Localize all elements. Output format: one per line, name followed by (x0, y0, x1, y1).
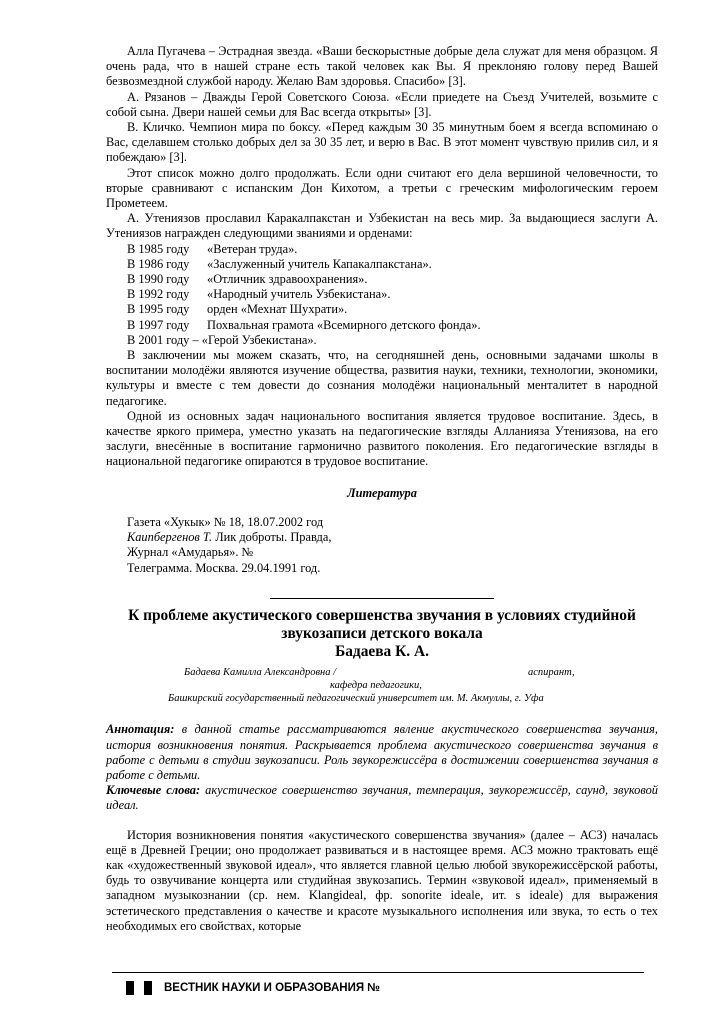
paragraph-klichko: В. Кличко. Чемпион мира по боксу. «Перед каждым 30 35 минутным боем я всегда вспоминаю о Вас, сделавшем столько добрых дел за 30 35 лет, и верю в Вас. В этот момент чувствую прилив сил, и я побеждаю» [3]. (106, 120, 658, 165)
reference-item (127, 530, 658, 545)
paragraph-conclusion: В заключении мы можем сказать, что, на сегодняшней день, основными задачами школы в воспитании молодёжи являются изучение общества, развития науки, техники, технологии, экономики, культуры и вместе с тем довести до сознания молодёжи национальный менталитет в народной педагогике. (106, 348, 658, 408)
section-divider (270, 598, 494, 600)
reference-item (127, 561, 658, 576)
award-item (127, 318, 658, 333)
reference-author: Каипбергенов Т. (127, 530, 213, 545)
abstract-label: Аннотация: (106, 722, 175, 737)
article-title (106, 607, 658, 661)
keywords-label: Ключевые слова: (106, 783, 201, 798)
page-content (106, 44, 658, 934)
affiliation-department: кафедра педагогики, (330, 680, 422, 692)
reference-text: Журнал «Амударья». № (127, 545, 254, 560)
paragraph-ryazanov: А. Рязанов – Дважды Герой Советского Союза. «Если приедете на Съезд Учителей, возьмите с собой сына. Двери нашей семьи для Вас всегда открыты» [3]. (106, 89, 658, 119)
keywords (106, 783, 658, 813)
award-year: В 1990 году (127, 272, 190, 287)
award-last: В 2001 году – «Герой Узбекистана». (127, 332, 317, 347)
author-affiliation (106, 666, 658, 706)
footer-block-mark (126, 981, 134, 995)
award-item (127, 242, 658, 257)
journal-name: ВЕСТНИК НАУКИ И ОБРАЗОВАНИЯ № (164, 982, 381, 994)
reference-text: Газета «Хукык» № 18, 18.07.2002 год (127, 514, 324, 529)
abstract (106, 722, 658, 783)
journal-footer (126, 980, 380, 996)
keywords-text: акустическое совершенство звучания, темперация, звукорежиссёр, саунд, звуковой идеал. (106, 783, 658, 813)
award-title: «Отличник здравоохранения». (207, 272, 368, 287)
reference-item (127, 515, 658, 530)
award-item (127, 272, 658, 287)
award-title: Похвальная грамота «Всемирного детского фонда». (207, 317, 481, 332)
award-title: «Заслуженный учитель Капакалпакстана». (207, 256, 432, 271)
awards-list (106, 242, 658, 348)
award-year: В 1995 году (127, 302, 190, 317)
award-item (127, 287, 658, 302)
affiliation-university: Башкирский государственный педагогический университет им. М. Акмуллы, г. Уфа (168, 693, 544, 705)
paragraph-list-continues: Этот список можно долго продолжать. Если одни считают его дела вершиной человечности, то вторые сравнивают с испанским Дон Кихотом, а третьи с греческим мифологическим героем Прометеем. (106, 165, 658, 211)
article-title-line-2: звукозаписи детского вокала (281, 625, 483, 643)
award-title: «Народный учитель Узбекистана». (207, 287, 391, 302)
footer-block-mark (144, 981, 152, 995)
award-year: В 1997 году (127, 317, 190, 332)
reference-item (127, 545, 658, 560)
award-year: В 1986 году (127, 256, 190, 271)
reference-text: Лик доброты. Правда, (212, 530, 332, 545)
paragraph-pugacheva: Алла Пугачева – Эстрадная звезда. «Ваши бескорыстные добрые дела служат для меня образцом. Я очень рада, что в нашей стране есть такой человек как Вы. Я преклоняю голову перед Вашей безвозмездной службой народу. Желаю Вам здоровья. Спасибо» [3]. (106, 44, 658, 89)
award-year: В 1985 году (127, 241, 190, 256)
article-title-line-1: К проблеме акустического совершенства звучания в условиях студийной (128, 607, 636, 625)
paragraph-awards-intro: А. Утениязов прославил Каракалпакстан и Узбекистан на весь мир. За выдающиеся заслуги А. Утениязов награжден следующими званиями и орденами: (106, 211, 658, 241)
affiliation-role: аспирант, (528, 667, 575, 679)
reference-text: Телеграмма. Москва. 29.04.1991 год. (127, 560, 321, 575)
article-author: Бадаева К. А. (335, 643, 429, 661)
award-year: В 1992 году (127, 287, 190, 302)
article-body-paragraph: История возникновения понятия «акустического совершенства звучания» (далее – АСЗ) началась ещё в Древней Греции; оно продолжает развиваться и в настоящее время. АСЗ можно трактовать ещё как «художественный звуковой идеал», что является главной целью любой звукорежиссёрской работы, будь то озвучивание концерта или студийная звукозапись. Термин «звуковой идеал», применяемый в западном музыкознании (ср. нем. Klangideal, фр. sonorite ideale, ит. s ideale) для выражения эстетического представления о качестве и красоте музыкального исполнения или звука, то есть о тех необходимых его свойствах, которые (106, 827, 658, 933)
footer-rule (112, 972, 644, 973)
award-title: орден «Мехнат Шухрати». (207, 302, 348, 317)
award-title: «Ветеран труда». (207, 241, 298, 256)
affiliation-name: Бадаева Камилла Александровна / (184, 667, 337, 679)
paragraph-labor-education: Одной из основных задач национального воспитания является трудовое воспитание. Здесь, в качестве яркого примера, уместно указать на педагогические взгляды Алланияза Утениязова, на его заслуги, внесённые в воспитание гармонично развитого поколения. Его педагогические взгляды в национальной педагогике опираются в трудовое воспитание. (106, 408, 658, 469)
award-item (127, 302, 658, 317)
abstract-text: в данной статье рассматриваются явление акустического совершенства звучания, история возникновения понятия. Раскрывается проблема акустического совершенства звучания в работе с детьми в студии звукозаписи. Роль звукорежиссёра в достижении совершенства звучания в работе с детьми. (106, 722, 658, 782)
award-item (127, 333, 658, 348)
literature-heading: Литература (347, 485, 417, 500)
award-item (127, 257, 658, 272)
literature-list (106, 515, 658, 576)
